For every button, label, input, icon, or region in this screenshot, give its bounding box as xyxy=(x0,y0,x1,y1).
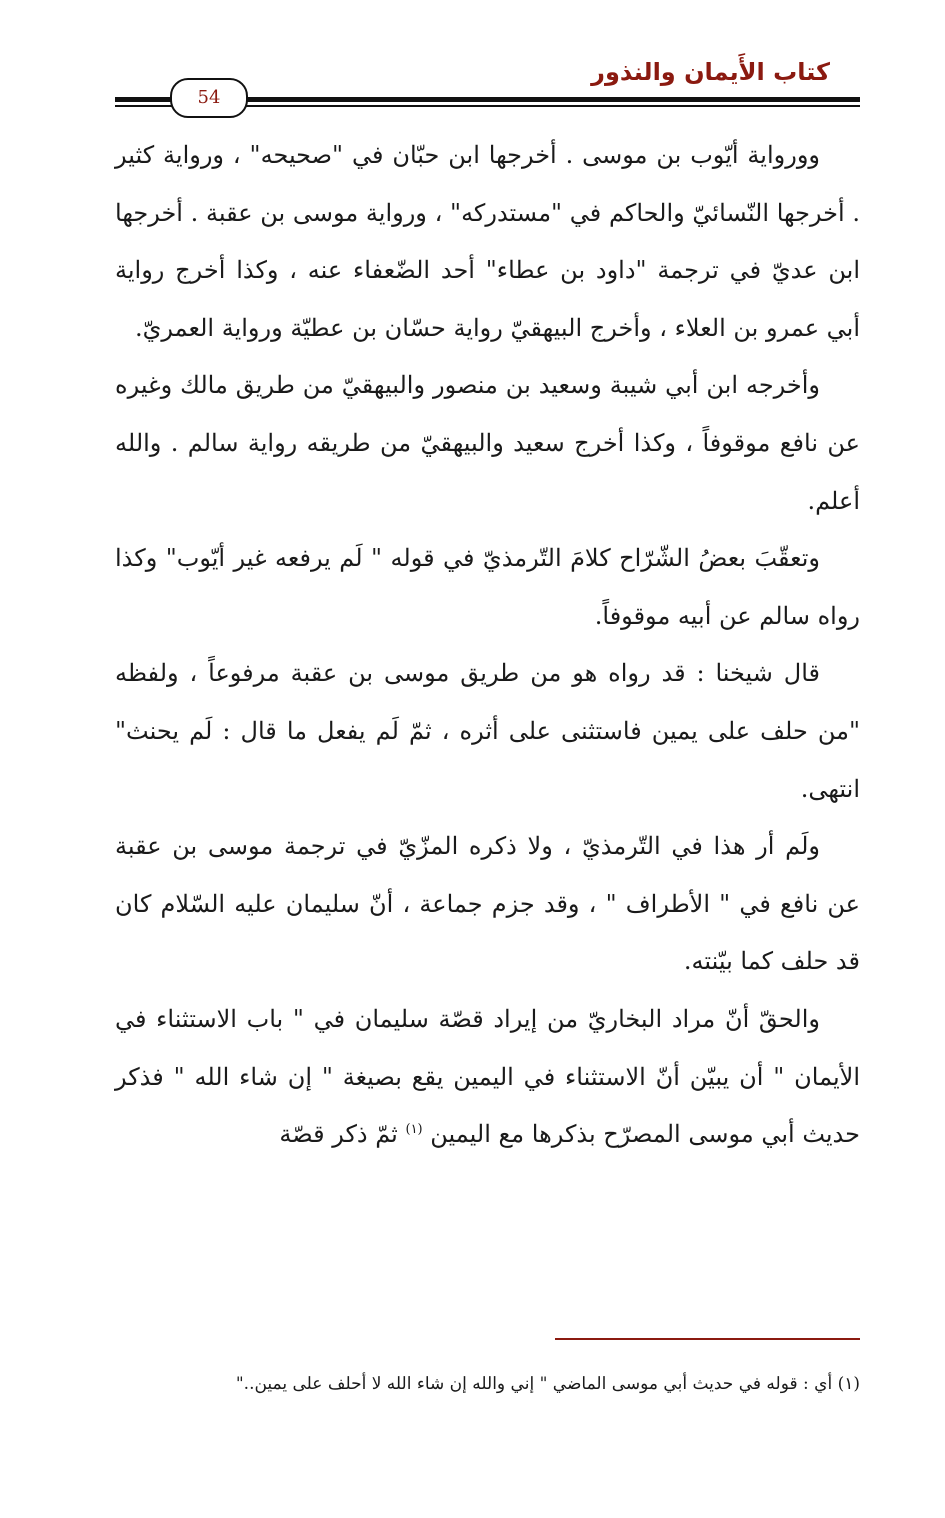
paragraph-1: وورواية أيّوب بن موسى . أخرجها ابن حبّان في "صحيحه" ، ورواية كثير . أخرجها النّسائيّ والحاكم في "مستدركه" ، ورواية موسى بن عقبة . أخرجها ابن عديّ في ترجمة "داود بن عطاء" أحد الضّعفاء عنه ، وكذا أخرج رواية أبي عمرو بن العلاء ، وأخرج البيهقيّ رواية حسّان بن عطيّة ورواية العمريّ. xyxy=(115,141,860,342)
paragraph-6 xyxy=(115,991,860,1164)
body-text xyxy=(115,127,860,1164)
footnote-reference[interactable]: (١) xyxy=(405,1122,423,1138)
paragraph-6-text: والحقّ أنّ مراد البخاريّ من إيراد قصّة سليمان في " باب الاستثناء في الأيمان " أن يبيّن أنّ الاستثناء في اليمين يقع بصيغة " إن شاء الله " فذكر حديث أبي موسى المصرّح بذكرها مع اليمين xyxy=(115,1004,860,1149)
paragraph-3: وتعقّبَ بعضُ الشّرّاح كلامَ التّرمذيّ في قوله " لَم يرفعه غير أيّوب" وكذا رواه سالم عن أبيه موقوفاً. xyxy=(115,544,860,630)
footnote-text: (١) أي : قوله في حديث أبي موسى الماضي " إني والله إن شاء الله لا أحلف على يمين.." xyxy=(235,1374,860,1394)
chapter-title: كتاب الأَيمان والنذور xyxy=(591,58,830,86)
footnote-separator xyxy=(555,1338,860,1340)
page-number-badge: 54 xyxy=(170,78,248,118)
paragraph-6-tail: ثمّ ذكر قصّة xyxy=(279,1120,398,1149)
paragraph-2: وأخرجه ابن أبي شيبة وسعيد بن منصور والبيهقيّ من طريق مالك وغيره عن نافع موقوفاً ، وكذا أخرج سعيد والبيهقيّ من طريقه رواية سالم . والله أعلم. xyxy=(115,371,860,515)
paragraph-5: ولَم أر هذا في التّرمذيّ ، ولا ذكره المزّيّ في ترجمة موسى بن عقبة عن نافع في " الأطراف " ، وقد جزم جماعة ، أنّ سليمان عليه السّلام كان قد حلف كما بيّنته. xyxy=(115,832,860,976)
paragraph-4: قال شيخنا : قد رواه هو من طريق موسى بن عقبة مرفوعاً ، ولفظه "من حلف على يمين فاستثنى على أثره ، ثمّ لَم يفعل ما قال : لَم يحنث" انتهى. xyxy=(115,659,860,803)
